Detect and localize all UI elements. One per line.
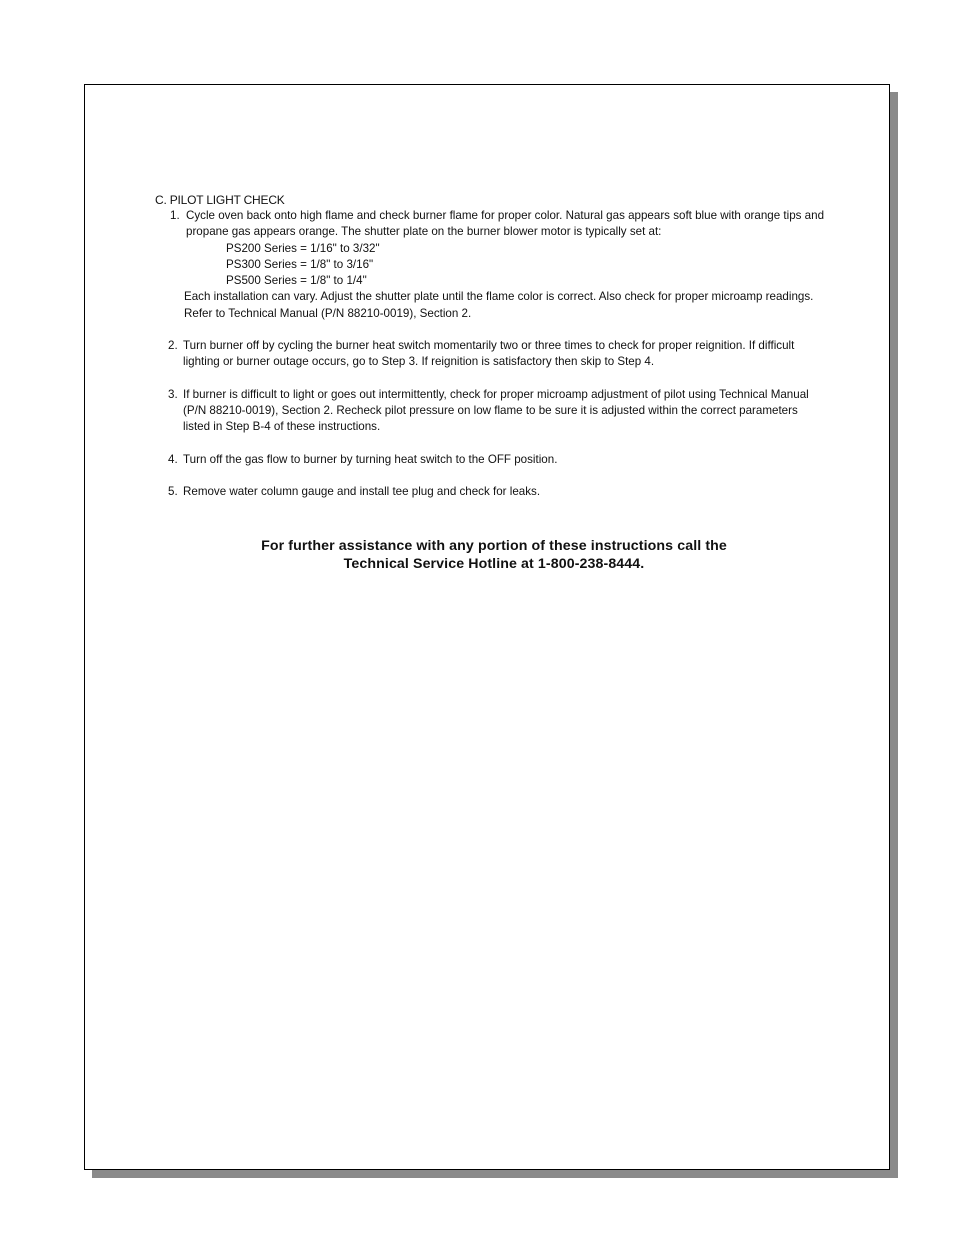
step-2 xyxy=(155,338,825,371)
step-number: 4. xyxy=(168,452,178,466)
step-text: Turn burner off by cycling the burner heat switch momentarily two or three times to check for proper reignition. If difficult lighting or burner outage occurs, go to Step 3. If reignition is satisfactory then skip to Step 4. xyxy=(183,339,795,369)
step-number: 3. xyxy=(168,387,178,401)
section-heading: C. PILOT LIGHT CHECK xyxy=(155,193,285,207)
step-text: Cycle oven back onto high flame and check burner flame for proper color. Natural gas appears soft blue with orange tips and propane gas appears orange. The shutter plate on the burner blower motor is typically set at: xyxy=(186,209,825,239)
step-4 xyxy=(155,452,825,468)
notice-line-2: Technical Service Hotline at 1-800-238-8444. xyxy=(343,556,645,572)
step-followup-text: Each installation can vary. Adjust the shutter plate until the flame color is correct. Also check for proper microamp readings. Refer to Technical Manual (P/N 88210-0019), Section 2. xyxy=(184,290,814,320)
notice-line-1: For further assistance with any portion of these instructions call the xyxy=(261,538,727,554)
step-3 xyxy=(155,387,825,436)
step-5 xyxy=(155,484,825,500)
step-number: 1. xyxy=(170,209,180,222)
step-text: If burner is difficult to light or goes out intermittently, check for proper microamp adjustment of pilot using Technical Manual (P/N 88210-0019), Section 2. Recheck pilot pressure on low flame to be sure it is adjusted within the correct parameters listed in Step B-4 of these instructions. xyxy=(183,387,809,434)
spec-item: PS200 Series = 1/16" to 3/32" xyxy=(226,241,380,255)
step-1 xyxy=(155,208,825,322)
step-number: 5. xyxy=(168,484,178,498)
document-page xyxy=(84,84,890,1170)
step-text: Remove water column gauge and install tee plug and check for leaks. xyxy=(183,484,541,498)
spec-item: PS500 Series = 1/8" to 1/4" xyxy=(226,274,367,288)
step-number: 2. xyxy=(168,339,178,353)
spec-item: PS300 Series = 1/8" to 3/16" xyxy=(226,257,374,271)
hotline-notice xyxy=(169,537,819,573)
shutter-spec-list xyxy=(186,241,825,290)
step-text: Turn off the gas flow to burner by turning heat switch to the OFF position. xyxy=(183,452,558,466)
instructions-content xyxy=(155,192,825,500)
